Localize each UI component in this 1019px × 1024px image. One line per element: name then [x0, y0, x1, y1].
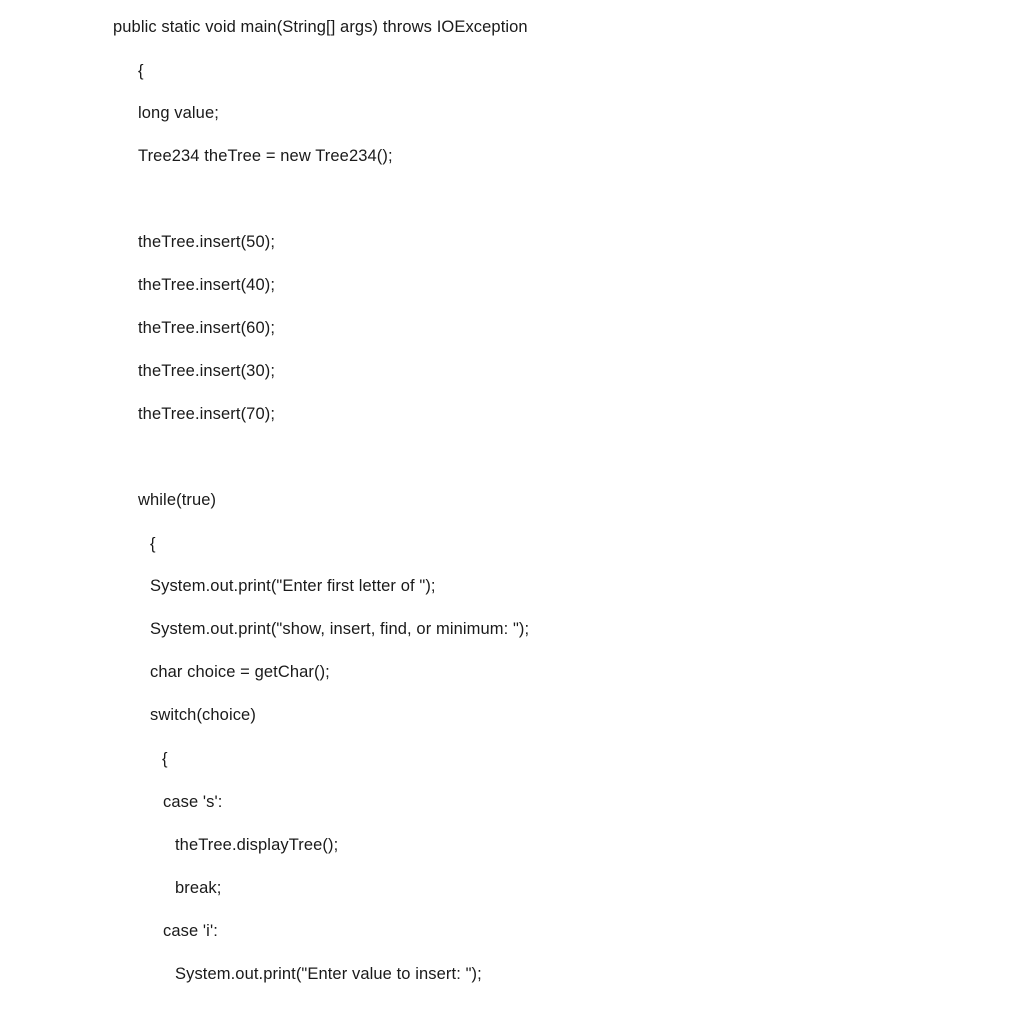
code-line-print: System.out.print("show, insert, find, or minimum: "); — [150, 620, 530, 638]
code-line-insert: theTree.insert(50); — [138, 233, 276, 251]
code-line-display-tree: theTree.displayTree(); — [175, 836, 339, 854]
code-line-insert: theTree.insert(40); — [138, 276, 276, 294]
code-line-insert: theTree.insert(70); — [138, 405, 276, 423]
code-line-open-brace: { — [162, 750, 168, 768]
code-line-print: System.out.print("Enter value to insert: "); — [175, 965, 482, 983]
code-line-print: System.out.print("Enter first letter of "); — [150, 577, 436, 595]
code-line-case: case 's': — [163, 793, 223, 811]
code-line-switch: switch(choice) — [150, 706, 256, 724]
code-line-case: case 'i': — [163, 922, 218, 940]
code-line-method-signature: public static void main(String[] args) throws IOException — [113, 18, 528, 36]
code-line-declaration: long value; — [138, 104, 219, 122]
code-line-open-brace: { — [138, 62, 144, 80]
code-line-tree-init: Tree234 theTree = new Tree234(); — [138, 147, 393, 165]
code-line-insert: theTree.insert(30); — [138, 362, 276, 380]
code-line-get-char: char choice = getChar(); — [150, 663, 330, 681]
code-line-while: while(true) — [138, 491, 217, 509]
code-line-insert: theTree.insert(60); — [138, 319, 276, 337]
code-line-open-brace: { — [150, 535, 156, 553]
code-line-break: break; — [175, 879, 222, 897]
